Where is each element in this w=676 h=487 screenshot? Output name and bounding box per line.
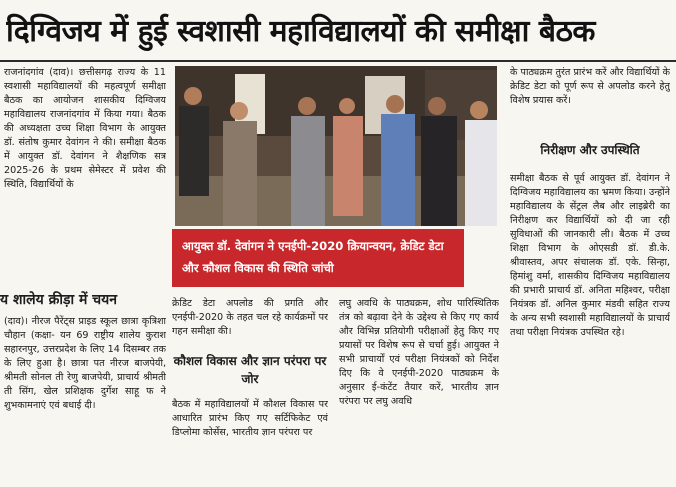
mid-c-text: लघु अवधि के पाठ्यक्रम, शोध पारिस्थितिक तंत्र को बढ़ावा देने के उद्देश्य से किए गए कार्य और विभिन्न प्रतियोगी परीक्षाओं हेतु किए गए प्रयासों पर विशेष रूप से चर्चा हुई। आयुक्त ने सभी प्राचार्यों एवं परीक्षा नियंत्रकों को निर्देश दिए कि वे एनईपी-2020 पाठ्यक्रम के अनुसार ई-कंटेंट तैयार करें, भारतीय ज्ञान परंपरा पर लघु अवधि xyxy=(339,298,499,407)
headline: दिग्विजय में हुई स्वशासी महाविद्यालयों की समीक्षा बैठक xyxy=(6,14,595,49)
article-middle-column-b xyxy=(172,398,328,484)
right-bottom-text: समीक्षा बैठक से पूर्व आयुक्त डॉ. देवांगन ने दिग्विजय महाविद्यालय का भ्रमण किया। उन्होंने महाविद्यालय के सेंट्रल लैब और लाइब्रेरी का निरीक्षण कर विद्यार्थियों को दी जा रही सुविधाओं की जानकारी ली। बैठक में उच्च शिक्षा विभाग के ओएसडी डॉ. डी.के. श्रीवास्तव, अपर संचालक डॉ. एके. सिन्हा, हिमांशु वर्मा, शासकीय दिग्विजय महाविद्यालय की प्रभारी प्राचार्य डॉ. अनिता महिश्वर, परीक्षा नियंत्रक डॉ. अनिल कुमार मंडवी सहित राज्य के अन्य सभी स्वशासी महाविद्यालयों के प्राचार्य तथा परीक्षा नियंत्रक उपस्थित रहे। xyxy=(510,173,670,338)
article-left-column-top xyxy=(4,66,166,286)
news-photo-illustration xyxy=(175,66,497,226)
article-middle-column-c xyxy=(339,297,499,485)
article-right-column-top xyxy=(510,66,670,136)
article-middle-column-a xyxy=(172,297,328,347)
right-top-text: के पाठ्यक्रम तुरंत प्रारंभ करें और विद्यार्थियों के क्रेडिट डेटा को पूर्ण रूप से अपलोड करने हेतु विशेष प्रयास करें। xyxy=(510,67,670,106)
mid-a-text: क्रेडिट डेटा अपलोड की प्रगति और एनईपी-2020 के तहत चल रहे कार्यक्रमों पर गहन समीक्षा की। xyxy=(172,298,328,337)
article-right-column-bottom xyxy=(510,172,670,484)
news-photo xyxy=(175,66,497,226)
photo-caption-box: आयुक्त डॉ. देवांगन ने एनईपी-2020 क्रियान्वयन, क्रेडिट डेटा और कौशल विकास की स्थिति जांची xyxy=(172,229,464,287)
mid-b-text: बैठक में महाविद्यालयों में कौशल विकास पर आधारित प्रारंभ किए गए सर्टिफिकेट एवं डिप्लोमा कोर्सेस, भारतीय ज्ञान परंपरा पर xyxy=(172,399,328,438)
left-bottom-text: (दाव)। नीरज पैरेंट्स प्राइड स्कूल छात्रा कृत्रिशा चौहान (कक्षा- यन 69 राष्ट्रीय शालेय कुराश सहारनपुर, उत्तरप्रदेश के लिए 14 दिसम्बर तक के लिए हुआ है। छात्रा पत नीरज बाजपेयी, श्रीमती सोनल ती रेणु बाजपेयी, प्राचार्य श्रीमती ती सिंग, खेल प्रशिक्षक दुर्गेश साहू फ ने शुभकामनाएं एवं बधाई दी। xyxy=(4,316,166,411)
left-sub-headline: य शालेय क्रीड़ा में चयन xyxy=(0,292,118,308)
headline-rule xyxy=(0,60,676,62)
right-headline: निरीक्षण और उपस्थिति xyxy=(540,143,640,157)
article-left-column-bottom xyxy=(4,315,166,483)
mid-headline: कौशल विकास और ज्ञान परंपरा पर जोर xyxy=(173,354,327,386)
left-top-text: राजनांदगांव (दाव)। छत्तीसगढ़ राज्य के 11 स्वशासी महाविद्यालयों की महत्वपूर्ण समीक्षा बैठक का आयोजन शासकीय दिग्विजय महाविद्यालय राजनांदगांव में किया गया। बैठक की अध्यक्षता उच्च शिक्षा विभाग के आयुक्त डॉ. संतोष कुमार देवांगन ने की। समीक्षा बैठक में आयुक्त डॉ. देवांगन ने शैक्षणिक सत्र 2025-26 के प्रथम सेमेस्टर में प्रवेश की स्थिति, विद्यार्थियों के xyxy=(4,67,166,190)
